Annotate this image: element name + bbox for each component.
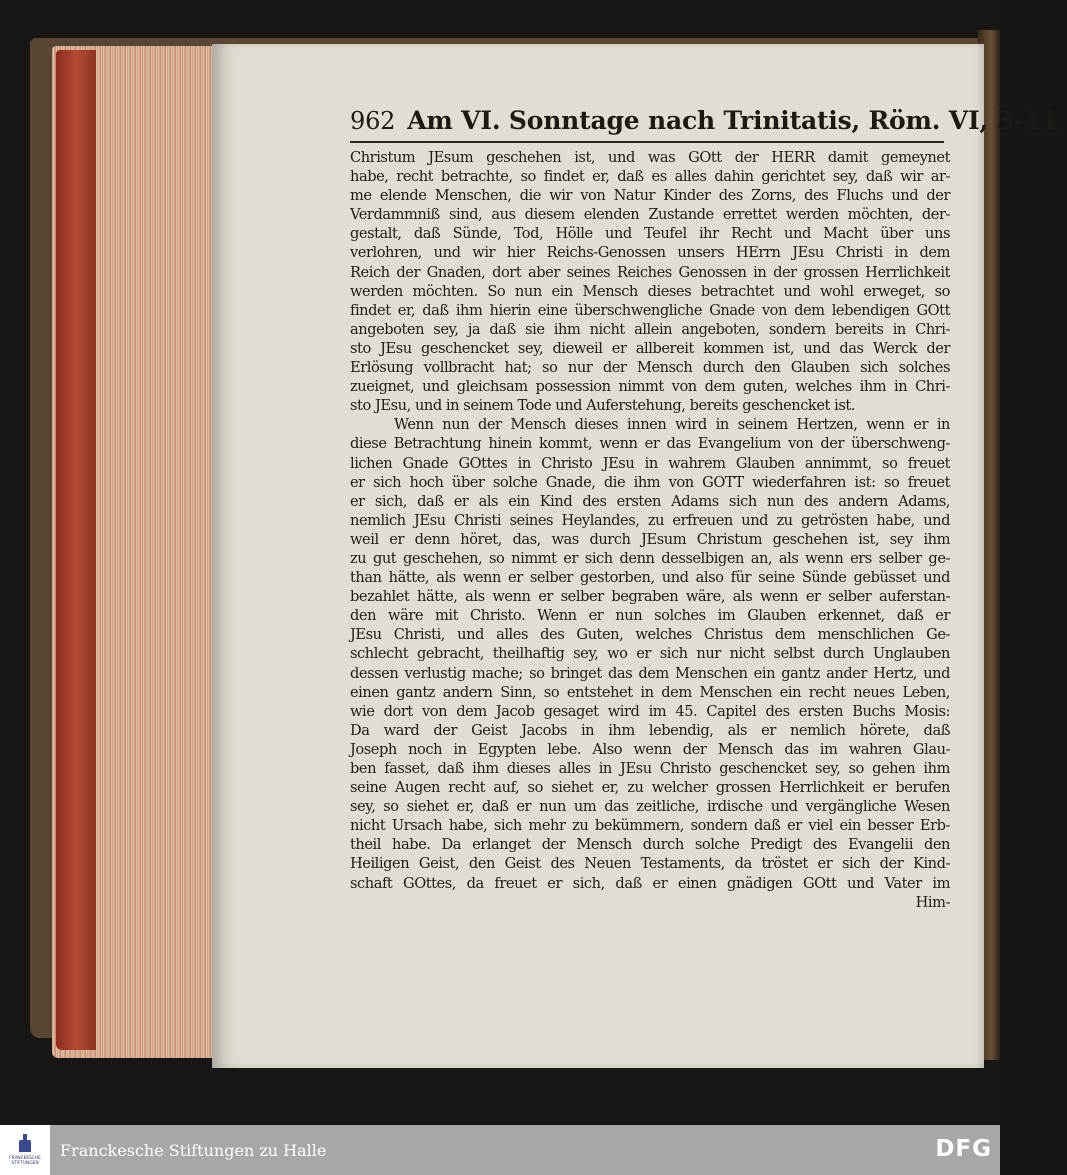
text-line: schaft GOttes, da freuet er sich, daß er einen gnädigen GOtt und Vater im — [350, 874, 950, 892]
running-header — [350, 106, 1067, 140]
text-line: schlecht gebracht, theilhaftig sey, wo er sich nur nicht selbst durch Unglauben — [350, 645, 950, 663]
text-line: sto JEsu, und in seinem Tode und Auferstehung, bereits geschencket ist. — [350, 397, 855, 415]
text-line: Reich der Gnaden, dort aber seines Reiches Genossen in der grossen Herrlichkeit — [350, 263, 950, 281]
text-line: Verdammniß sind, aus diesem elenden Zustande errettet werden möchten, der- — [350, 206, 950, 224]
institution-name: Franckesche Stiftungen zu Halle — [60, 1140, 327, 1160]
text-line: seine Augen recht auf, so siehet er, zu welcher grossen Herrlichkeit er berufen — [350, 779, 950, 797]
text-line: zu gut geschehen, so nimmt er sich denn desselbigen an, als wenn ers selber ge- — [350, 549, 950, 567]
building-icon — [17, 1134, 33, 1154]
text-line: einen gantz andern Sinn, so entstehet in dem Menschen ein recht neues Leben, — [350, 683, 950, 701]
text-line: diese Betrachtung hinein kommt, wenn er das Evangelium von der überschweng- — [350, 435, 950, 453]
text-line: er sich hoch über solche Gnade, die ihm von GOTT wiederfahren ist: so freuet — [350, 473, 950, 491]
text-line: zueignet, und gleichsam possession nimmt von dem guten, welches ihm in Chri- — [350, 378, 950, 396]
text-line: er sich, daß er als ein Kind des ersten Adams sich nun des andern Adams, — [350, 492, 950, 510]
text-line: weil er denn höret, das, was durch JEsum Christum geschehen ist, sey ihm — [350, 530, 950, 548]
text-line: Him- — [915, 893, 950, 911]
text-line: nicht Ursach habe, sich mehr zu bekümmern, sondern daß er viel ein besser Erb- — [350, 817, 950, 835]
text-line: sey, so siehet er, daß er nun um das zeitliche, irdische und vergängliche Wesen — [350, 798, 950, 816]
page-number: 962 — [350, 107, 396, 135]
text-line: nemlich JEsu Christi seines Heylandes, zu erfreuen und zu getrösten habe, und — [350, 511, 950, 529]
text-line: ben fasset, daß ihm dieses alles in JEsu Christo geschencket sey, so gehen ihm — [350, 760, 950, 777]
red-page-edge — [56, 50, 96, 1050]
text-line: gestalt, daß Sünde, Tod, Hölle und Teufel ihr Recht und Macht über uns — [350, 225, 950, 243]
text-line: than hätte, als wenn er selber gestorben, und also für seine Sünde gebüsset und — [350, 569, 950, 587]
text-line: Da ward der Geist Jacobs in ihm lebendig, als er nemlich hörete, daß — [350, 721, 950, 739]
text-line: theil habe. Da erlanget der Mensch durch solche Predigt des Evangelii den — [350, 836, 950, 854]
text-line: JEsu Christi, und alles des Guten, welches Christus dem menschlichen Ge- — [350, 626, 950, 644]
text-line: Erlösung vollbracht hat; so nur der Mensch durch den Glauben sich solches — [350, 359, 950, 377]
text-line: habe, recht betrachte, so findet er, daß es alles dahin gerichtet sey, daß wir ar- — [350, 168, 950, 186]
viewer-footer — [0, 1125, 1000, 1175]
text-line: Wenn nun der Mensch dieses innen wird in seinem Hertzen, wenn er in — [394, 416, 950, 434]
text-line: me elende Menschen, die wir von Natur Kinder des Zorns, des Fluchs und der — [350, 187, 950, 205]
logo-text: FRANCKESCHE STIFTUNGEN — [9, 1156, 41, 1166]
text-line: den wäre mit Christo. Wenn er nun solches im Glauben erkennet, daß er — [350, 607, 950, 625]
text-line: lichen Gnade GOttes in Christo JEsu in wahrem Glauben annimmt, so freuet — [350, 454, 950, 472]
text-line: bezahlet hätte, als wenn er selber begraben wäre, als wenn er selber auferstan- — [350, 588, 950, 606]
institution-logo[interactable] — [0, 1125, 50, 1175]
running-title: Am VI. Sonntage nach Trinitatis, Röm. VI, 3-11. — [407, 106, 1067, 135]
text-line: angeboten sey, ja daß sie ihm nicht allein angeboten, sondern bereits in Chri- — [350, 320, 950, 338]
book-page — [212, 44, 1067, 1068]
text-line: dessen verlustig mache; so bringet das dem Menschen ein gantz ander Hertz, und — [350, 664, 950, 682]
body-text — [350, 148, 950, 912]
text-line: wie dort von dem Jacob gesaget wird im 45. Capitel des ersten Buchs Mosis: — [350, 702, 950, 720]
header-rule — [350, 141, 944, 143]
text-line: findet er, daß ihm hierin eine überschwengliche Gnade von dem lebendigen GOtt — [350, 301, 950, 319]
text-line: sto JEsu geschencket sey, dieweil er allbereit kommen ist, und das Werck der — [350, 339, 950, 357]
text-line: Heiligen Geist, den Geist des Neuen Testaments, da tröstet er sich der Kind- — [350, 855, 950, 873]
dfg-logo[interactable]: DFG — [935, 1136, 992, 1162]
text-line: Joseph noch in Egypten lebe. Also wenn der Mensch das im wahren Glau- — [350, 740, 950, 758]
text-line: verlohren, und wir hier Reichs-Genossen unsers HErrn JEsu Christi in dem — [350, 244, 950, 262]
text-line: Christum JEsum geschehen ist, und was GOtt der HERR damit gemeynet — [350, 149, 950, 166]
text-line: werden möchten. So nun ein Mensch dieses betrachtet und wohl erweget, so — [350, 282, 950, 300]
